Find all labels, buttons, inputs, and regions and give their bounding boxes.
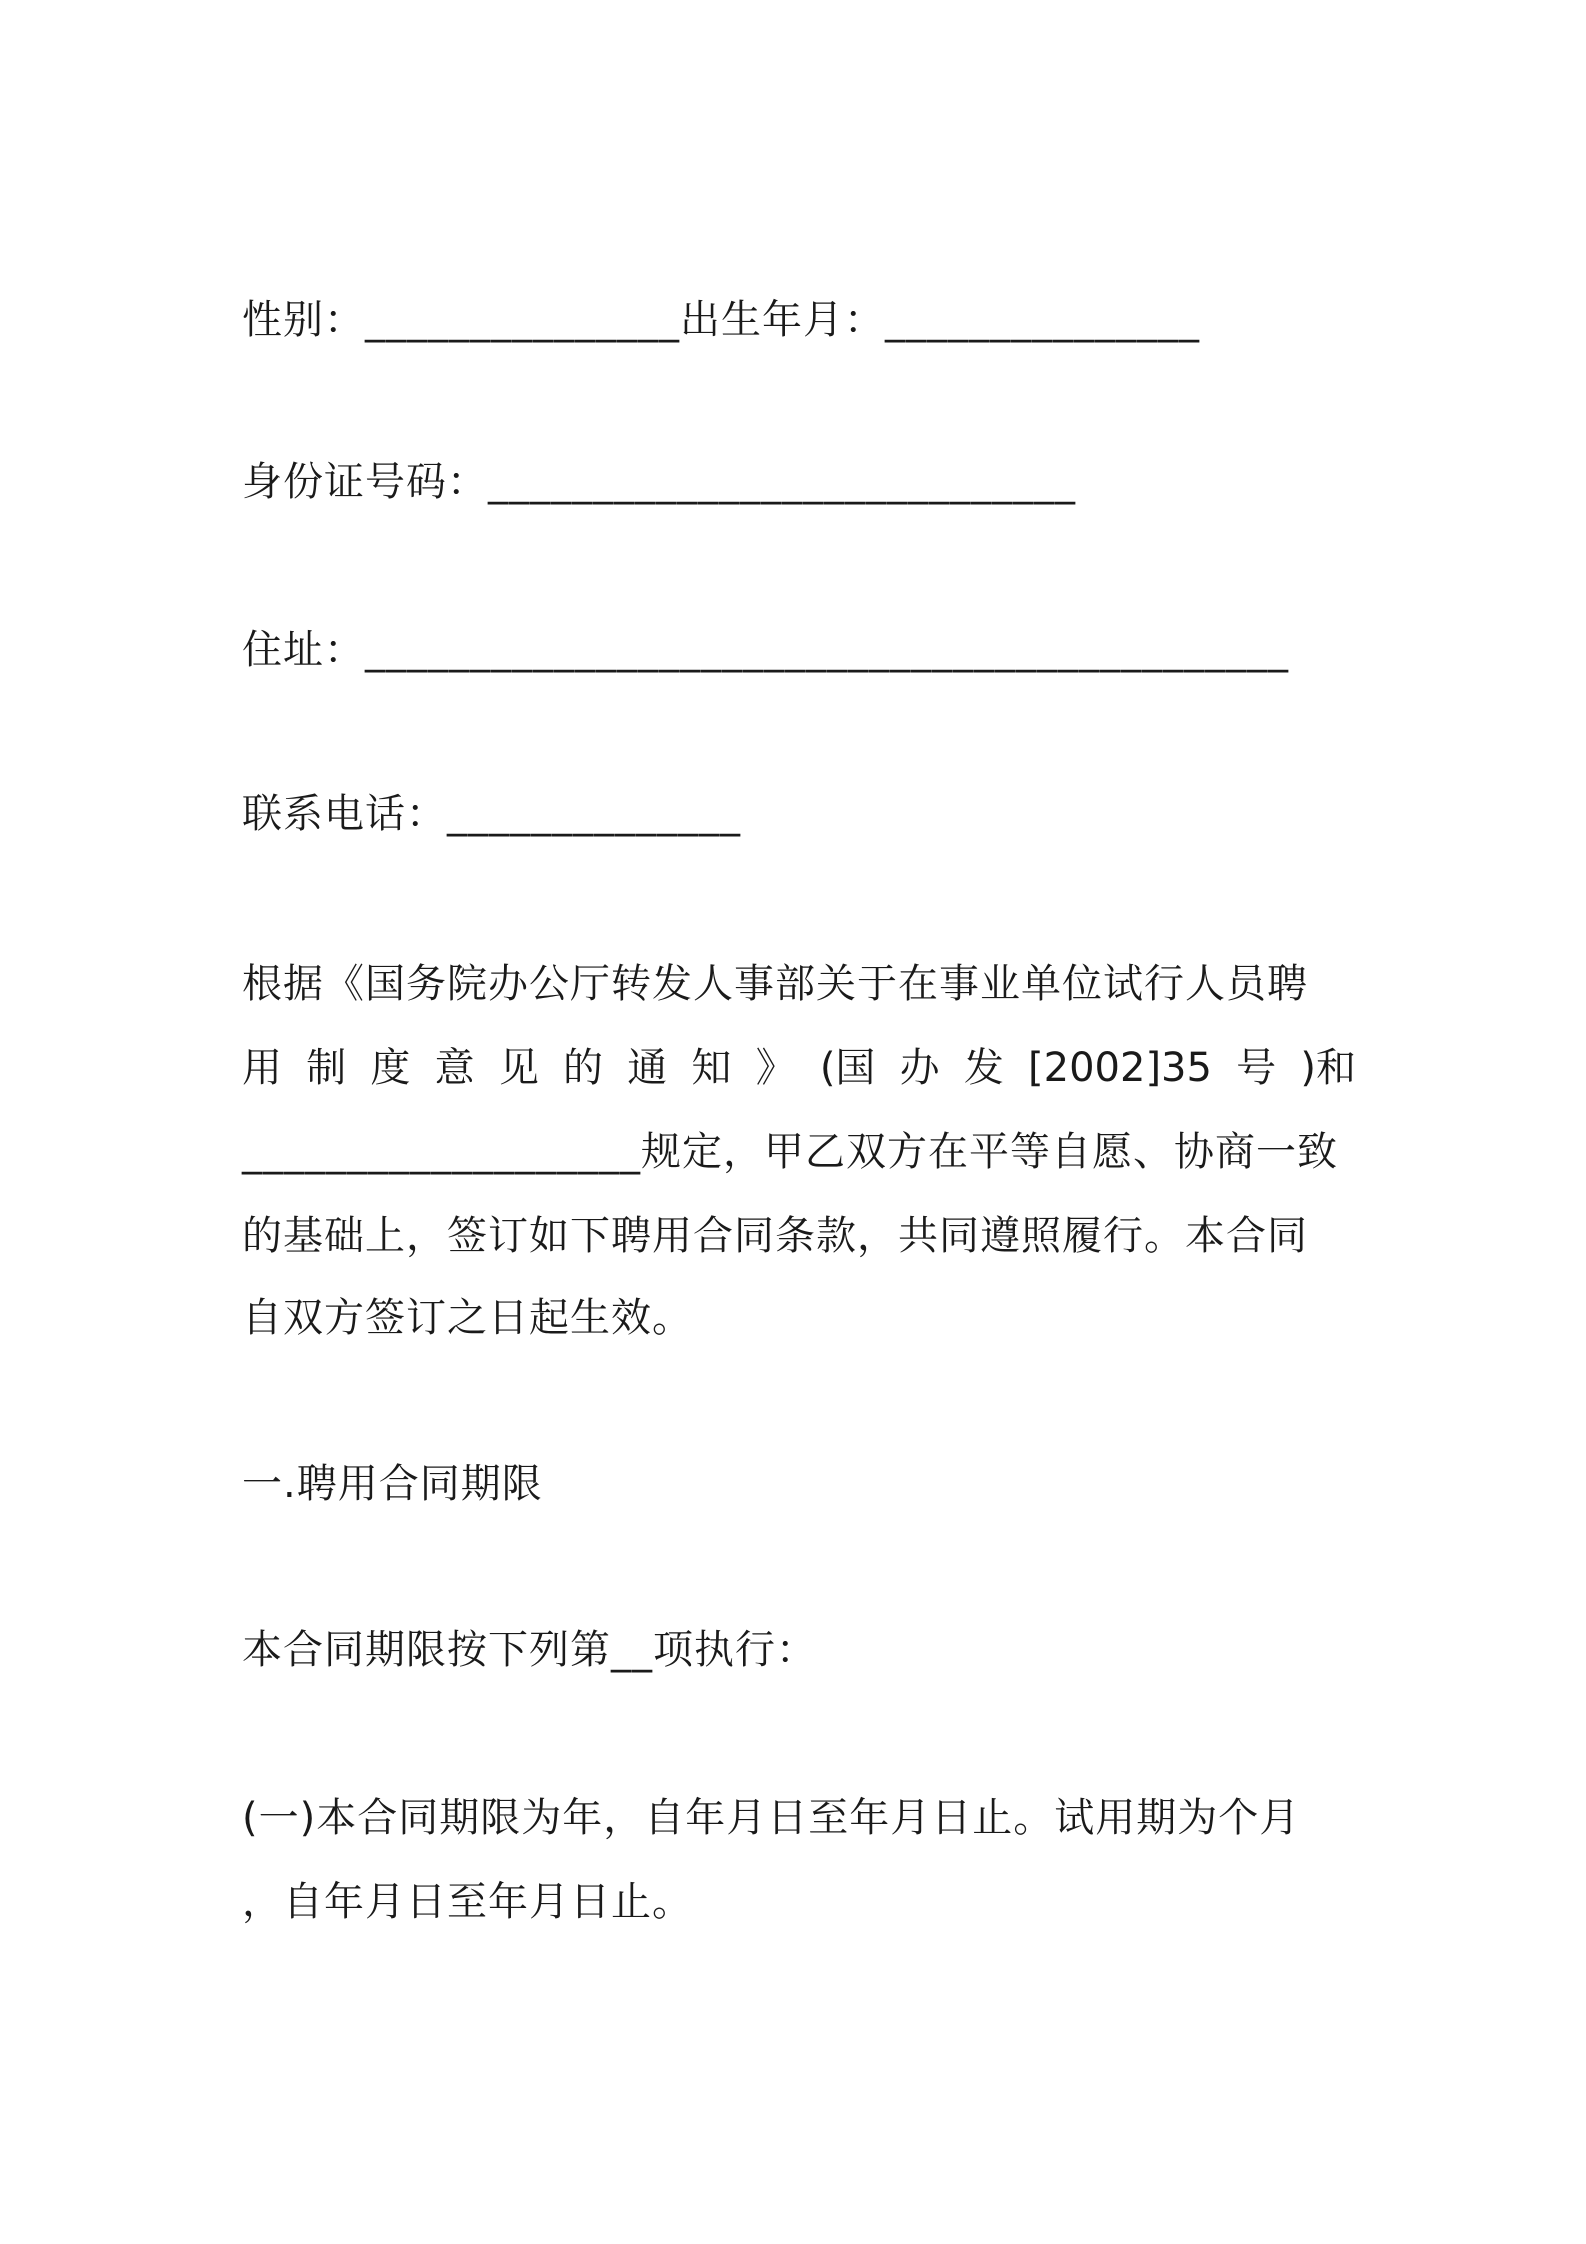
preamble-word: 办 (899, 1045, 940, 1091)
contract-term-line-1: (一)本合同期限为年，自年月日至年月日止。试用期为个月 (242, 1795, 1301, 1841)
preamble-word: 意 (434, 1045, 475, 1091)
phone-field: 联系电话：______________ (242, 791, 741, 837)
preamble-line-2 (242, 1044, 1356, 1092)
preamble-word: [2002]35 (1028, 1045, 1212, 1091)
preamble-word: (国 (819, 1045, 876, 1091)
section-instruction: 本合同期限按下列第__项执行： (242, 1627, 817, 1673)
preamble-word: 号 (1236, 1045, 1277, 1091)
preamble-word: 的 (563, 1045, 604, 1091)
gender-birth-field: 性别：_______________出生年月：_______________ (242, 297, 1200, 343)
address-field: 住址：____________________________________________ (242, 627, 1289, 673)
preamble-word: 知 (691, 1045, 732, 1091)
preamble-word: 见 (498, 1045, 539, 1091)
preamble-line-5: 自双方签订之日起生效。 (242, 1295, 693, 1341)
preamble-word: 发 (963, 1045, 1004, 1091)
preamble-word: 》 (755, 1045, 796, 1091)
preamble-word: 用 (242, 1045, 282, 1091)
section-heading: 一.聘用合同期限 (242, 1461, 543, 1507)
preamble-line-4: 的基础上，签订如下聘用合同条款，共同遵照履行。本合同 (242, 1213, 1308, 1259)
preamble-word: 度 (370, 1045, 411, 1091)
preamble-line-3: ___________________规定，甲乙双方在平等自愿、协商一致 (242, 1129, 1338, 1175)
preamble-word: 制 (306, 1045, 347, 1091)
preamble-word: 通 (627, 1045, 668, 1091)
preamble-line-1: 根据《国务院办公厅转发人事部关于在事业单位试行人员聘 (242, 961, 1308, 1007)
contract-term-line-2: ，自年月日至年月日止。 (242, 1879, 693, 1925)
preamble-word: )和 (1300, 1045, 1356, 1091)
id-number-field: 身份证号码：____________________________ (242, 459, 1076, 505)
